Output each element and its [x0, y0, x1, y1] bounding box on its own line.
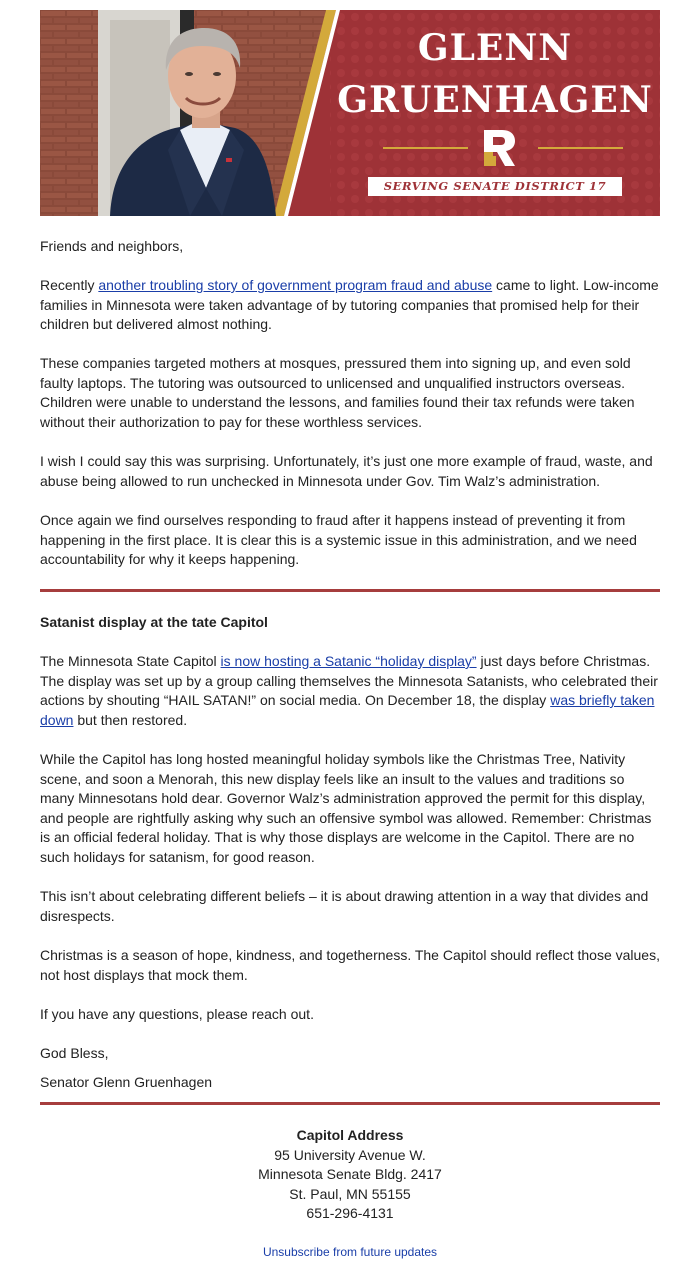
- capitol-address-block: [40, 1126, 660, 1224]
- header-banner: [40, 10, 660, 216]
- paragraph-fraud-intro: [40, 276, 660, 335]
- district-label: SERVING SENATE DISTRICT 17: [368, 177, 622, 196]
- banner-first-name: GLENN: [417, 27, 573, 69]
- footer-divider: [40, 1102, 660, 1105]
- signoff: God Bless,: [40, 1045, 109, 1061]
- satanic-display-link[interactable]: is now hosting a Satanic “holiday display”: [220, 653, 477, 669]
- banner-last-name: GRUENHAGEN: [337, 79, 653, 121]
- paragraph-christmas: Christmas is a season of hope, kindness, and togetherness. The Capitol should reflect those values, not host displays that mock them.: [40, 947, 660, 983]
- unsubscribe-link[interactable]: Unsubscribe from future updates: [262, 1245, 438, 1259]
- republican-r-logo-icon: [480, 128, 518, 168]
- address-building: Minnesota Senate Bldg. 2417: [258, 1166, 442, 1182]
- address-title: Capitol Address: [296, 1127, 404, 1143]
- paragraph-text: but then restored.: [73, 711, 188, 728]
- paragraph-questions: If you have any questions, please reach out.: [40, 1006, 314, 1022]
- paragraph-text: came to light. Low-income families in Minnesota were taken advantage of by tutoring companies that promised help for their children but delivered almost nothing.: [40, 277, 659, 332]
- taken-down-link[interactable]: was briefly taken down: [40, 692, 655, 728]
- paragraph-walz-admin: I wish I could say this was surprising. Unfortunately, it’s just one more example of fraud, waste, and abuse being allowed to run unchecked in Minnesota under Gov. Tim Walz’s administration.: [40, 453, 653, 489]
- paragraph-text: just days before Christmas. The display was set up by a group calling themselves the Minnesota Satanists, who celebrated their actions by shouting “HAIL SATAN!” on social media. On December 18, the display: [40, 653, 658, 708]
- section-divider: [40, 589, 660, 592]
- paragraph-satanic-display: [40, 652, 660, 730]
- section-heading: Satanist display at the tate Capitol: [40, 614, 268, 630]
- address-street: 95 University Avenue W.: [274, 1146, 426, 1163]
- paragraph-text: The Minnesota State Capitol: [40, 653, 221, 669]
- unsubscribe-container: [40, 1243, 660, 1263]
- signature: Senator Glenn Gruenhagen: [40, 1074, 213, 1090]
- fraud-story-link[interactable]: another troubling story of government program fraud and abuse: [98, 277, 493, 293]
- address-city: St. Paul, MN 55155: [289, 1185, 411, 1202]
- paragraph-tutoring: These companies targeted mothers at mosques, pressured them into signing up, and even sold faulty laptops. The tutoring was outsourced to unlicensed and unqualified instructors overseas. Children were unable to understand the lessons, and families found their tax refunds were taken without their authorization to pay for these worthless services.: [40, 355, 635, 430]
- paragraph-capitol-symbols: While the Capitol has long hosted meaningful holiday symbols like the Christmas Tree, Nativity scene, and soon a Menorah, this new display feels like an insult to the values and traditions so many Minnesotans hold dear. Governor Walz’s administration approved the permit for this display, and people are rightfully asking why such an offensive symbol was allowed. Remember: Christmas is an official federal holiday. That is why those displays are welcome in the Capitol. There are no such holidays for satanism, for good reason.: [40, 751, 652, 865]
- greeting: Friends and neighbors,: [40, 238, 184, 254]
- paragraph-beliefs: This isn’t about celebrating different beliefs – it is about drawing attention in a way that divides and disrespects.: [40, 888, 649, 924]
- paragraph-text: Recently: [40, 277, 99, 293]
- banner-divider-left: [383, 147, 468, 149]
- banner-divider-right: [538, 147, 623, 149]
- paragraph-accountability: Once again we find ourselves responding to fraud after it happens instead of preventing it from happening in the first place. It is clear this is a systemic issue in this administration, and we need accountability for why it keeps happening.: [40, 512, 637, 567]
- address-phone: 651-296-4131: [306, 1205, 394, 1221]
